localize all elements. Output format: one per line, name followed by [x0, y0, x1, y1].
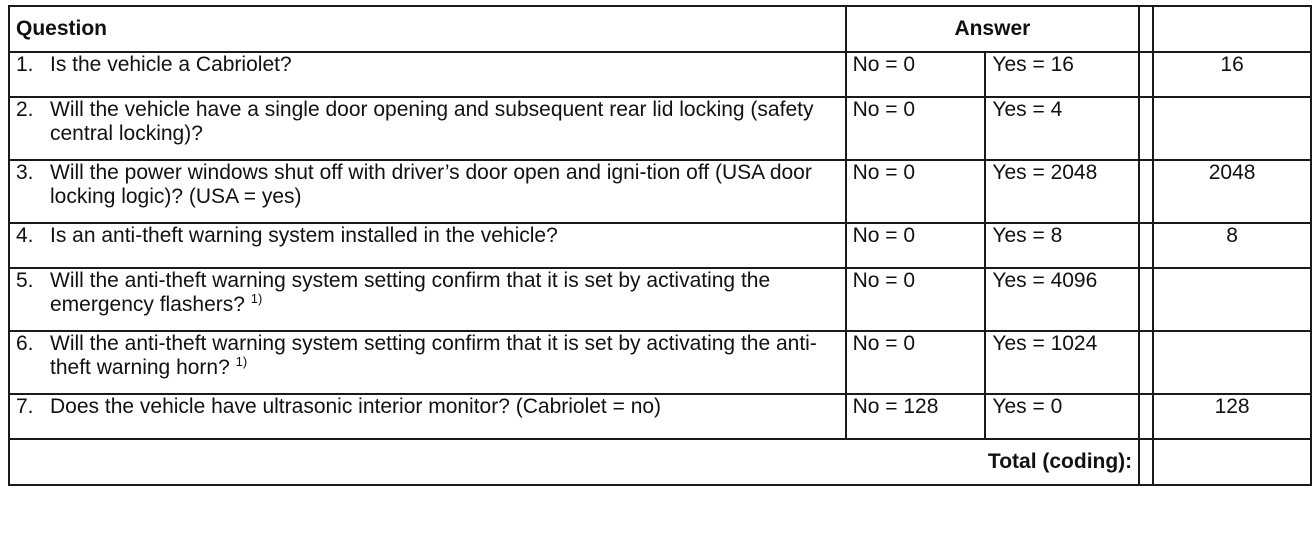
- table-row: [9, 160, 1311, 223]
- column-gap: [1139, 223, 1153, 268]
- answer-column-header: Answer: [846, 6, 1140, 52]
- question-cell: [9, 331, 846, 394]
- question-cell: [9, 52, 846, 97]
- yes-value-cell: Yes = 0: [985, 394, 1139, 439]
- yes-value-cell: Yes = 8: [985, 223, 1139, 268]
- no-value-cell: No = 0: [846, 97, 986, 160]
- question-text: Will the power windows shut off with driver’s door open and igni-tion off (USA door locking logic)? (USA = yes): [50, 161, 812, 208]
- header-row: [9, 6, 1311, 52]
- no-value-cell: No = 0: [846, 52, 986, 97]
- question-text: Will the anti-theft warning system setting confirm that it is set by activating the anti-theft warning horn?: [50, 332, 817, 379]
- question-text: Does the vehicle have ultrasonic interior monitor? (Cabriolet = no): [50, 395, 662, 418]
- no-value-cell: No = 128: [846, 394, 986, 439]
- yes-value-cell: Yes = 4: [985, 97, 1139, 160]
- column-gap: [1139, 394, 1153, 439]
- result-cell: [1153, 331, 1311, 394]
- column-gap: [1139, 6, 1153, 52]
- coding-table: [8, 5, 1312, 486]
- table-row: [9, 331, 1311, 394]
- no-value-cell: No = 0: [846, 160, 986, 223]
- yes-value-cell: Yes = 2048: [985, 160, 1139, 223]
- column-gap: [1139, 160, 1153, 223]
- footnote-marker: 1): [250, 291, 263, 306]
- table-row: [9, 394, 1311, 439]
- table-row: [9, 268, 1311, 331]
- table-row: [9, 97, 1311, 160]
- question-number: 3.: [16, 161, 34, 184]
- question-text: Will the vehicle have a single door opening and subsequent rear lid locking (safety central locking)?: [50, 98, 814, 145]
- total-row: [9, 439, 1311, 485]
- yes-value-cell: Yes = 1024: [985, 331, 1139, 394]
- question-cell: [9, 268, 846, 331]
- result-cell: 16: [1153, 52, 1311, 97]
- coding-worksheet: [8, 5, 1312, 486]
- table-row: [9, 223, 1311, 268]
- question-cell: [9, 97, 846, 160]
- question-column-header: Question: [9, 6, 846, 52]
- question-text: Is the vehicle a Cabriolet?: [50, 53, 292, 76]
- question-cell: [9, 394, 846, 439]
- total-coding-value: [1153, 439, 1311, 485]
- no-value-cell: No = 0: [846, 331, 986, 394]
- question-number: 4.: [16, 224, 34, 247]
- footnote-marker: 1): [235, 354, 248, 369]
- column-gap: [1139, 331, 1153, 394]
- question-cell: [9, 223, 846, 268]
- no-value-cell: No = 0: [846, 223, 986, 268]
- column-gap: [1139, 97, 1153, 160]
- question-number: 7.: [16, 395, 34, 418]
- yes-value-cell: Yes = 4096: [985, 268, 1139, 331]
- question-cell: [9, 160, 846, 223]
- yes-value-cell: Yes = 16: [985, 52, 1139, 97]
- column-gap: [1139, 268, 1153, 331]
- result-cell: [1153, 97, 1311, 160]
- no-value-cell: No = 0: [846, 268, 986, 331]
- column-gap: [1139, 52, 1153, 97]
- question-number: 1.: [16, 53, 34, 76]
- question-number: 6.: [16, 332, 34, 355]
- result-cell: [1153, 268, 1311, 331]
- question-text: Will the anti-theft warning system setting confirm that it is set by activating the emergency flashers?: [50, 269, 771, 316]
- result-cell: 128: [1153, 394, 1311, 439]
- question-number: 2.: [16, 98, 34, 121]
- result-cell: 8: [1153, 223, 1311, 268]
- result-column-header: [1153, 6, 1311, 52]
- column-gap: [1139, 439, 1153, 485]
- total-coding-label: Total (coding):: [9, 439, 1139, 485]
- question-number: 5.: [16, 269, 34, 292]
- result-cell: 2048: [1153, 160, 1311, 223]
- table-row: [9, 52, 1311, 97]
- question-text: Is an anti-theft warning system installed in the vehicle?: [50, 224, 558, 247]
